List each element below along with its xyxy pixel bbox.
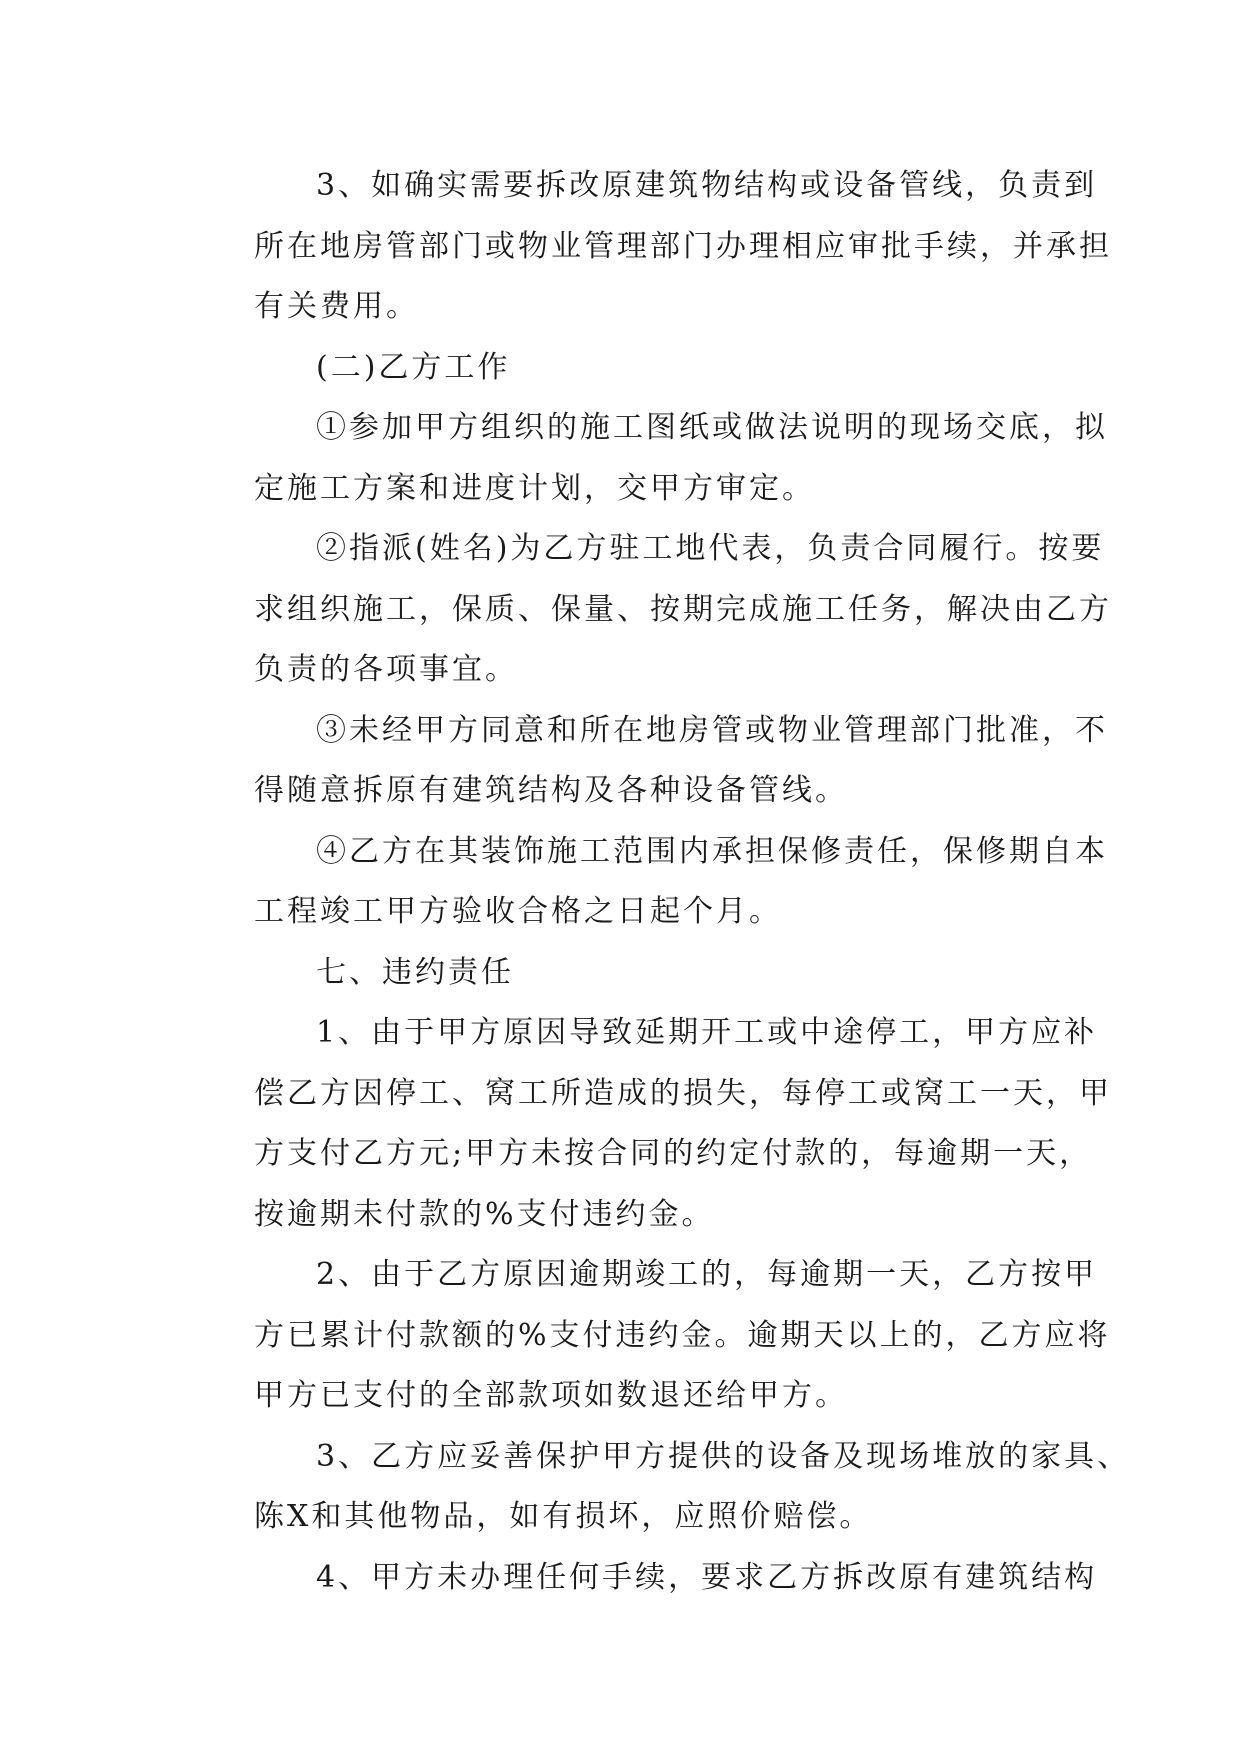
paragraph-liability-item-3 <box>192 1427 1131 1548</box>
paragraph-liability-item-2 <box>192 1245 1111 1427</box>
paragraph-liability-item-1 <box>192 1003 1112 1245</box>
heading-line: (二)乙方工作 <box>316 349 511 385</box>
text-line: ①参加甲方组织的施工图纸或做法说明的现场交底，拟 <box>316 410 1108 445</box>
text-line: ④乙方在其装饰施工范围内承担保修责任，保修期自本 <box>316 833 1108 869</box>
text-line: 偿乙方因停工、窝工所造成的损失，每停工或窝工一天，甲 <box>254 1075 1112 1111</box>
text-line: 有关费用。 <box>254 289 419 324</box>
text-line: 得随意拆原有建筑结构及各种设备管线。 <box>254 773 848 808</box>
section-heading-liability <box>192 943 1062 1004</box>
text-line: 定施工方案和进度计划，交甲方审定。 <box>254 470 815 506</box>
text-line: 负责的各项事宜。 <box>254 652 518 687</box>
text-line: ③未经甲方同意和所在地房管或物业管理部门批准，不 <box>316 712 1108 748</box>
text-line: 2、由于乙方原因逾期竣工的，每逾期一天，乙方按甲 <box>316 1257 1098 1292</box>
paragraph-liability-item-4 <box>192 1548 1098 1609</box>
paragraph-party-b-item-1 <box>192 398 1108 519</box>
text-line: 按逾期未付款的%支付违约金。 <box>254 1196 715 1232</box>
text-line: 求组织施工，保质、保量、按期完成施工任务，解决由乙方 <box>254 591 1112 627</box>
paragraph-item-3-approval <box>192 156 1112 338</box>
paragraph-party-b-item-2 <box>192 519 1112 701</box>
paragraph-party-b-item-3 <box>192 701 1108 822</box>
text-line: 所在地房管部门或物业管理部门办理相应审批手续，并承担 <box>254 228 1112 264</box>
heading-line: 七、违约责任 <box>316 954 514 990</box>
text-line: ②指派(姓名)为乙方驻工地代表，负责合同履行。按要 <box>316 531 1105 566</box>
text-line: 4、甲方未办理任何手续，要求乙方拆改原有建筑结构 <box>316 1559 1098 1595</box>
section-heading-party-b-work <box>192 338 1062 399</box>
text-line: 甲方已支付的全部款项如数退还给甲方。 <box>254 1378 848 1413</box>
paragraph-party-b-item-4 <box>192 822 1108 943</box>
text-line: 3、如确实需要拆改原建筑物结构或设备管线，负责到 <box>316 168 1098 203</box>
text-line: 工程竣工甲方验收合格之日起个月。 <box>254 894 782 929</box>
text-line: 方支付乙方元;甲方未按合同的约定付款的，每逾期一天， <box>254 1136 1093 1171</box>
document-body <box>192 156 1131 1608</box>
text-line: 3、乙方应妥善保护甲方提供的设备及现场堆放的家具、 <box>316 1438 1131 1474</box>
text-line: 1、由于甲方原因导致延期开工或中途停工，甲方应补 <box>316 1015 1098 1050</box>
text-line: 方已累计付款额的%支付违约金。逾期天以上的，乙方应将 <box>254 1317 1111 1353</box>
text-line: 陈X和其他物品，如有损坏，应照价赔偿。 <box>254 1499 873 1534</box>
